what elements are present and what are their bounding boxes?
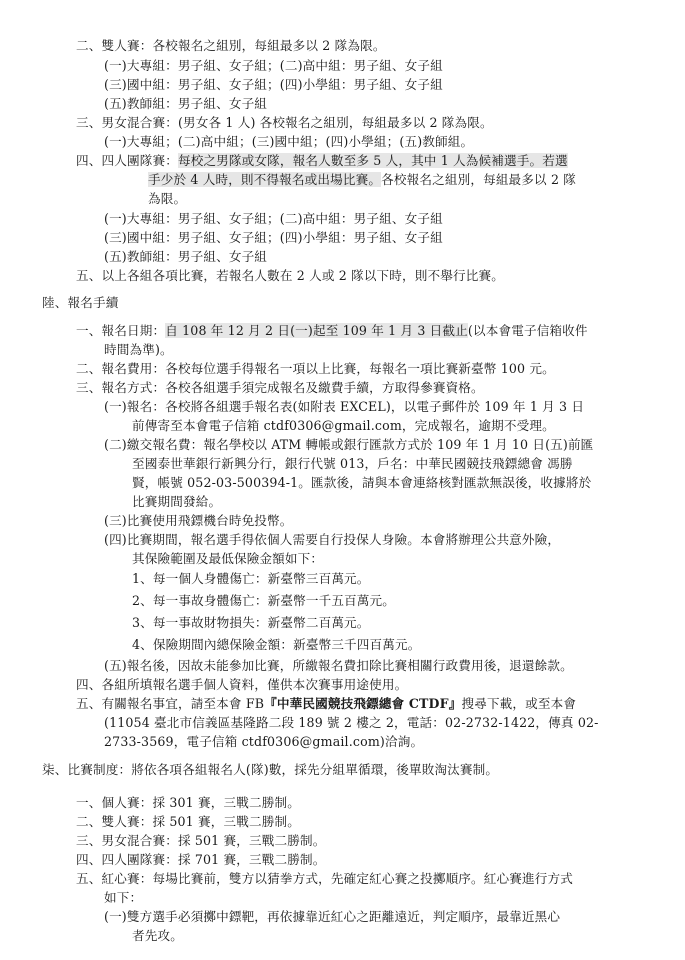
text-line: 一、報名日期：自 108 年 12 月 2 日(一)起至 109 年 1 月 3 日截止(以本會電子信箱收件 (76, 323, 588, 338)
text-line: (三)國中組：男子組、女子組；(四)小學組：男子組、女子組 (104, 77, 443, 92)
highlighted-text: 每校之男隊或女隊，報名人數至多 5 人，其中 1 人為候補選手。若選 (177, 153, 568, 168)
text-line: (五)教師組：男子組、女子組 (104, 96, 268, 111)
text-line: 手少於 4 人時，則不得報名或出場比賽。各校報名之組別，每組最多以 2 隊 (148, 172, 577, 187)
text-line: 2、每一事故身體傷亡：新臺幣一千五百萬元。 (132, 593, 396, 608)
text-line: 4、保險期間內總保險金額：新臺幣三千四百萬元。 (132, 637, 421, 652)
text-line: (五)報名後，因故未能參加比賽，所繳報名費扣除比賽相關行政費用後，退還餘款。 (104, 658, 573, 673)
text-line: 五、以上各組各項比賽，若報名人數在 2 人或 2 隊以下時，則不舉行比賽。 (76, 268, 504, 283)
text-line: 五、紅心賽：每場比賽前，雙方以猜拳方式，先確定紅心賽之投擲順序。紅心賽進行方式 (76, 871, 574, 886)
text-line: 柒、比賽制度：將依各項各組報名人(隊)數，採先分組單循環，後單敗淘汰賽制。 (42, 762, 499, 777)
text-line: 三、報名方式：各校各組選手須完成報名及繳費手續，方取得參賽資格。 (76, 380, 484, 395)
text-line: 者先攻。 (132, 928, 183, 943)
text-line: 一、個人賽：採 301 賽，三戰二勝制。 (76, 795, 300, 810)
text-line: 1、每一個人身體傷亡：新臺幣三百萬元。 (132, 571, 370, 586)
text-line: 如下： (104, 890, 143, 905)
text-line: 前傳寄至本會電子信箱 ctdf0306@gmail.com，完成報名，逾期不受理。 (132, 418, 555, 433)
text-line: (一)大專組：男子組、女子組；(二)高中組：男子組、女子組 (104, 211, 443, 226)
text-line: 三、男女混合賽：(男女各 1 人) 各校報名之組別，每組最多以 2 隊為限。 (76, 115, 493, 130)
text-line: (四)比賽期間，報名選手得依個人需要自行投保人身險。本會將辦理公共意外險， (104, 532, 561, 547)
text-line: 賢，帳號 052-03-500394-1。匯款後，請與本會連絡核對匯款無誤後，收據將於 (132, 475, 592, 490)
text-line: 二、雙人賽：採 501 賽，三戰二勝制。 (76, 814, 300, 829)
text-line: (三)比賽使用飛鏢機台時免投幣。 (104, 513, 293, 528)
highlighted-text: 手少於 4 人時，則不得報名或出場比賽。 (148, 172, 382, 187)
text-line: 四、四人團隊賽：採 701 賽，三戰二勝制。 (76, 852, 326, 867)
text-line: 2733-3569，電子信箱 ctdf0306@gmail.com)洽詢。 (104, 734, 424, 749)
text-line: (一)大專組：男子組、女子組；(二)高中組：男子組、女子組 (104, 58, 443, 73)
text-line: (五)教師組：男子組、女子組 (104, 249, 268, 264)
text-line: 二、報名費用：各校每位選手得報名一項以上比賽，每報名一項比賽新臺幣 100 元。 (76, 361, 555, 376)
text-line: (二)繳交報名費：報名學校以 ATM 轉帳或銀行匯款方式於 109 年 1 月 10 日(五)前匯 (104, 437, 594, 452)
text-line: 比賽期間發給。 (132, 494, 222, 509)
text-line: 四、四人團隊賽：每校之男隊或女隊，報名人數至多 5 人，其中 1 人為候補選手。若選 (76, 153, 568, 168)
text-line: (11054 臺北市信義區基隆路二段 189 號 2 樓之 2，電話：02-2732-1422，傳真 02- (104, 715, 599, 730)
text-line: 至國泰世華銀行新興分行，銀行代號 013，戶名：中華民國競技飛鏢總會 馮勝 (132, 456, 573, 471)
text-line: (一)雙方選手必須擲中鏢靶，再依據靠近紅心之距離遠近，判定順序，最靠近黑心 (104, 909, 561, 924)
text-line: 三、男女混合賽：採 501 賽，三戰二勝制。 (76, 833, 326, 848)
text-line: (一)大專組；(二)高中組；(三)國中組；(四)小學組；(五)教師組。 (104, 134, 474, 149)
text-line: (三)國中組：男子組、女子組；(四)小學組：男子組、女子組 (104, 230, 443, 245)
text-line: (一)報名：各校將各組選手報名表(如附表 EXCEL)，以電子郵件於 109 年 1 月 3 日 (104, 399, 585, 414)
text-line: 五、有關報名事宜，請至本會 FB『中華民國競技飛鏢總會 CTDF』搜尋下載，或至本會 (76, 696, 577, 711)
text-line: 時間為準)。 (104, 342, 173, 357)
text-line: 3、每一事故財物損失：新臺幣二百萬元。 (132, 615, 370, 630)
text-line: 四、各組所填報名選手個人資料，僅供本次賽事用途使用。 (76, 677, 408, 692)
text-line: 陸、報名手續 (42, 295, 119, 310)
text-line: 為限。 (148, 191, 187, 206)
text-line: 二、雙人賽：各校報名之組別，每組最多以 2 隊為限。 (76, 38, 386, 53)
fb-page-name: 『中華民國競技飛鏢總會 CTDF』 (264, 696, 462, 711)
highlighted-text: 自 108 年 12 月 2 日(一)起至 109 年 1 月 3 日截止 (165, 323, 468, 338)
text-line: 其保險範圍及最低保險金額如下： (132, 551, 324, 566)
